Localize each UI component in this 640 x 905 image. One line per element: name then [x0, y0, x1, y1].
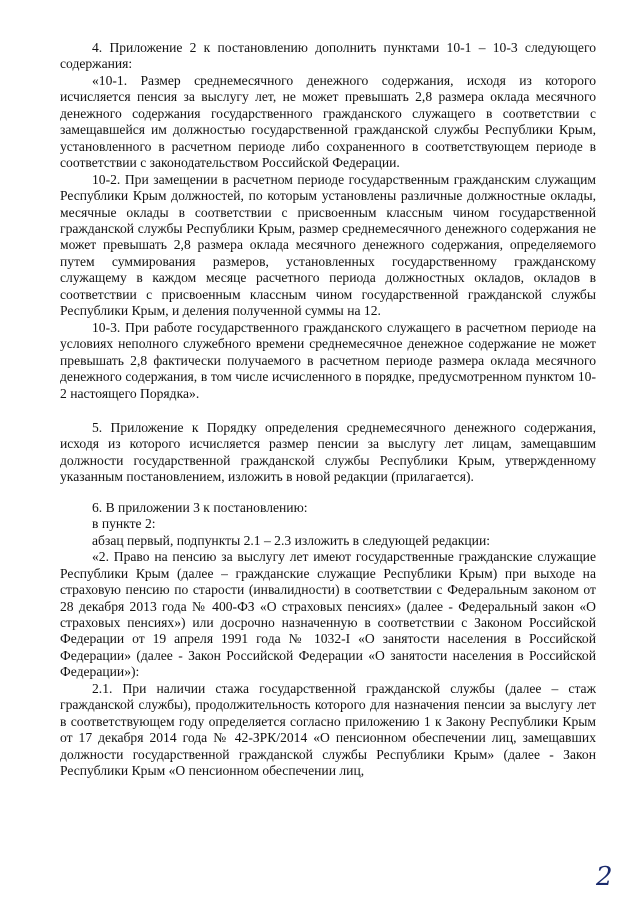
paragraph-point-10-3: 10-3. При работе государственного гражданского служащего в расчетном периоде на условиях неполного служебного времени среднемесячное денежное содержание не может превышать 2,8 фактически получаемого в расчетном периоде размера оклада месячного денежного содержания, в том числе исчисленного в порядке, предусмотренном пунктом 10-2 настоящего Порядка». — [60, 319, 596, 401]
document-page — [60, 40, 596, 779]
paragraph-point-2: «2. Право на пенсию за выслугу лет имеют государственные гражданские служащие Республики Крым (далее – гражданские служащие Республики Крым) при выходе на страховую пенсию по старости (инвалидности) в соответствии с Федеральным законом от 28 декабря 2013 года № 400-ФЗ «О страховых пенсиях» (далее - Федеральный закон «О страховых пенсиях») или досрочно назначенную в соответствии с Законом Российской Федерации от 19 апреля 1991 года № 1032-I «О занятости населения в Российской Федерации» (далее - Закон Российской Федерации «О занятости населения в Российской Федерации»): — [60, 549, 596, 680]
paragraph-spacer — [60, 402, 596, 420]
paragraph-point-2-1: 2.1. При наличии стажа государственной гражданской службы (далее – стаж гражданской службы), продолжительность которого для назначения пенсии за выслугу лет в соответствующем году определяется согласно приложению 1 к Закону Республики Крым от 17 декабря 2014 года № 42-ЗРК/2014 «О пенсионном обеспечении лиц, замещавших должности государственной гражданской службы Республики Крым» (далее - Закон Республики Крым «О пенсионном обеспечении лиц, — [60, 680, 596, 779]
handwritten-page-number: 2 — [596, 862, 613, 892]
paragraph-first-abzac: абзац первый, подпункты 2.1 – 2.3 изложить в следующей редакции: — [92, 532, 491, 548]
paragraph-point-10-2: 10-2. При замещении в расчетном периоде государственным гражданским служащим Республики Крым должностей, по которым установлены различные должностные оклады, месячные оклады в соответствии с присвоенным классным чином государственной гражданской службы Республики Крым, размер среднемесячного денежного содержания не может превышать 2,8 размера оклада месячного денежного содержания, определяемого путем суммирования размеров, установленных государственному гражданскому служащему в каждом месяце расчетного периода должностных окладов, окладов в соответствии с присвоенным классным чином государственной гражданской службы Республики Крым, и деления полученной суммы на 12. — [60, 171, 596, 319]
paragraph-point-10-1: «10-1. Размер среднемесячного денежного содержания, исходя из которого исчисляется пенсия за выслугу лет, не может превышать 2,8 размера оклада месячного денежного содержания государственного гражданского служащего в соответствии с замещавшейся им должностью государственной гражданской службы Республики Крым, установленного в расчетном периоде либо сохраненного в соответствующем периоде в соответствии с законодательством Российской Федерации. — [60, 72, 596, 171]
paragraph-item-6: 6. В приложении 3 к постановлению: — [92, 499, 308, 515]
paragraph-subpoint-2: в пункте 2: — [92, 516, 156, 532]
paragraph-spacer — [60, 486, 596, 500]
paragraph-item-5: 5. Приложение к Порядку определения среднемесячного денежного содержания, исходя из которого исчисляется размер пенсии за выслугу лет лицам, замещавшим должности государственной гражданской службы Республики Крым, утвержденному указанным постановлением, изложить в новой редакции (прилагается). — [60, 419, 596, 485]
paragraph-item-4: 4. Приложение 2 к постановлению дополнить пунктами 10-1 – 10-3 следующего содержания: — [60, 40, 596, 72]
